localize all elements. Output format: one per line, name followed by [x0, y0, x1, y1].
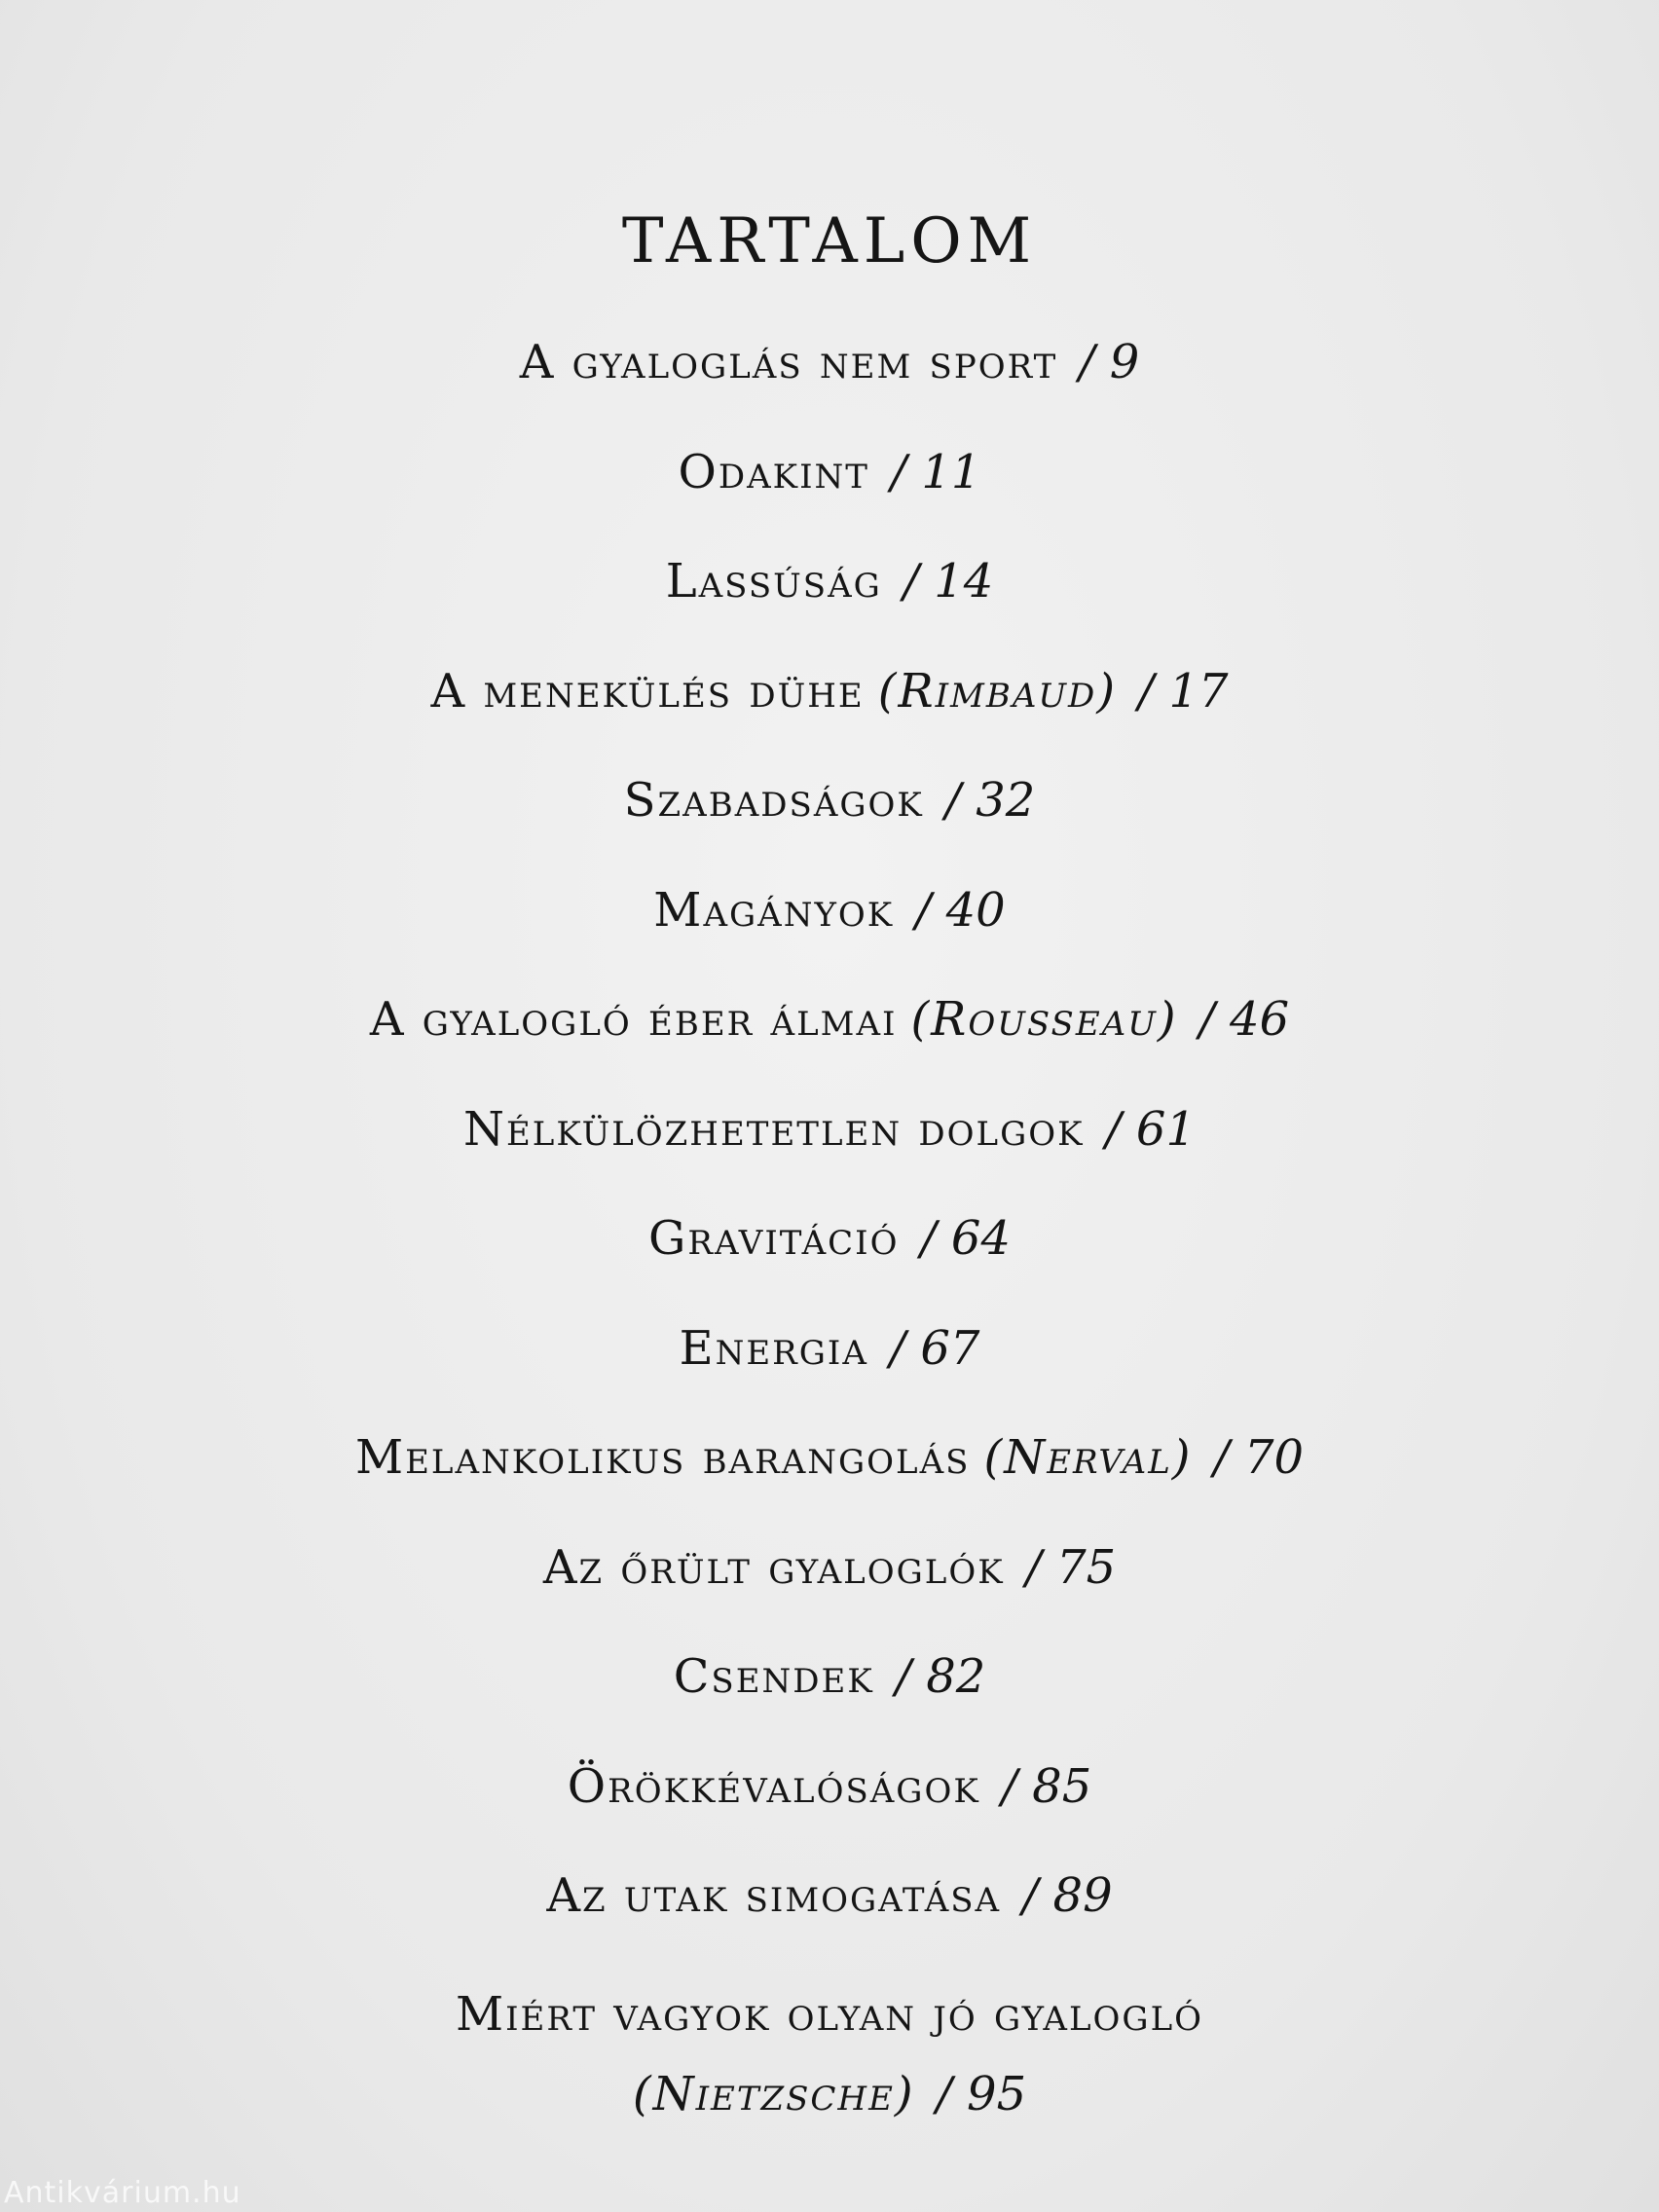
- toc-entry-page: / 32: [944, 773, 1036, 828]
- toc-entry-page: / 11: [890, 444, 981, 499]
- toc-entry-title: Gravitáció: [648, 1211, 900, 1266]
- toc-entry-author: (Rousseau): [910, 992, 1178, 1047]
- toc-entry: [0, 1317, 1659, 1427]
- toc-entry-page: / 89: [1022, 1868, 1113, 1923]
- table-of-contents: [0, 331, 1659, 2121]
- toc-entry: [0, 879, 1659, 989]
- page-title: TARTALOM: [621, 204, 1038, 277]
- toc-entry: [0, 1864, 1659, 1974]
- toc-entry: [0, 441, 1659, 551]
- toc-entry: [0, 1755, 1659, 1865]
- toc-entry-page: / 85: [1001, 1758, 1092, 1814]
- toc-entry-page: / 95: [936, 2066, 1027, 2121]
- toc-entry: [0, 988, 1659, 1098]
- toc-entry-page: / 82: [895, 1649, 986, 1704]
- toc-entry-author: (Nietzsche): [632, 2066, 915, 2121]
- toc-entry-title: Melankolikus barangolás: [354, 1430, 971, 1485]
- toc-entry-page: / 70: [1213, 1430, 1305, 1485]
- toc-entry-title: A menekülés dühe: [430, 663, 865, 719]
- toc-entry-page: / 75: [1025, 1539, 1117, 1595]
- toc-entry: [0, 550, 1659, 660]
- watermark: Antikvárium.hu: [4, 2176, 241, 2210]
- toc-entry: [0, 660, 1659, 770]
- toc-entry-title: Szabadságok: [623, 773, 924, 828]
- toc-entry-title: Miért vagyok olyan jó gyalogló: [455, 1986, 1204, 2042]
- toc-entry-page: / 67: [889, 1320, 980, 1376]
- toc-entry-page: / 40: [915, 882, 1006, 938]
- toc-entry-page: / 46: [1198, 992, 1290, 1047]
- toc-entry: [0, 331, 1659, 441]
- toc-entry: [0, 769, 1659, 879]
- toc-entry-title: Magányok: [653, 882, 895, 938]
- toc-entry-title: Energia: [679, 1320, 868, 1376]
- toc-entry-title: A gyalogló éber álmai: [369, 992, 898, 1047]
- toc-entry-title: Örökkévalóságok: [567, 1758, 980, 1814]
- toc-entry-page: / 64: [920, 1211, 1011, 1266]
- toc-entry: [0, 1536, 1659, 1646]
- toc-entry-page: / 61: [1105, 1101, 1197, 1157]
- toc-entry: [0, 1645, 1659, 1755]
- toc-entry: [0, 1098, 1659, 1208]
- toc-entry: [0, 1207, 1659, 1317]
- toc-entry-title: Nélkülözhetetlen dolgok: [462, 1101, 1085, 1157]
- toc-entry-page: / 17: [1138, 663, 1229, 719]
- toc-entry-page: / 14: [903, 554, 994, 608]
- toc-entry: [0, 1974, 1659, 2121]
- toc-entry-title: Odakint: [678, 444, 869, 499]
- toc-entry-page: / 9: [1079, 335, 1140, 389]
- toc-entry-title: Az utak simogatása: [546, 1868, 1002, 1923]
- toc-entry-title: Lassúság: [665, 554, 882, 608]
- toc-entry-title: Csendek: [673, 1649, 874, 1704]
- toc-entry-title: Az őrült gyaloglók: [542, 1539, 1005, 1595]
- toc-entry: [0, 1426, 1659, 1536]
- toc-entry-title: A gyaloglás nem sport: [519, 335, 1058, 389]
- toc-entry-author: (Rimbaud): [877, 663, 1118, 719]
- toc-entry-author: (Nerval): [983, 1430, 1193, 1485]
